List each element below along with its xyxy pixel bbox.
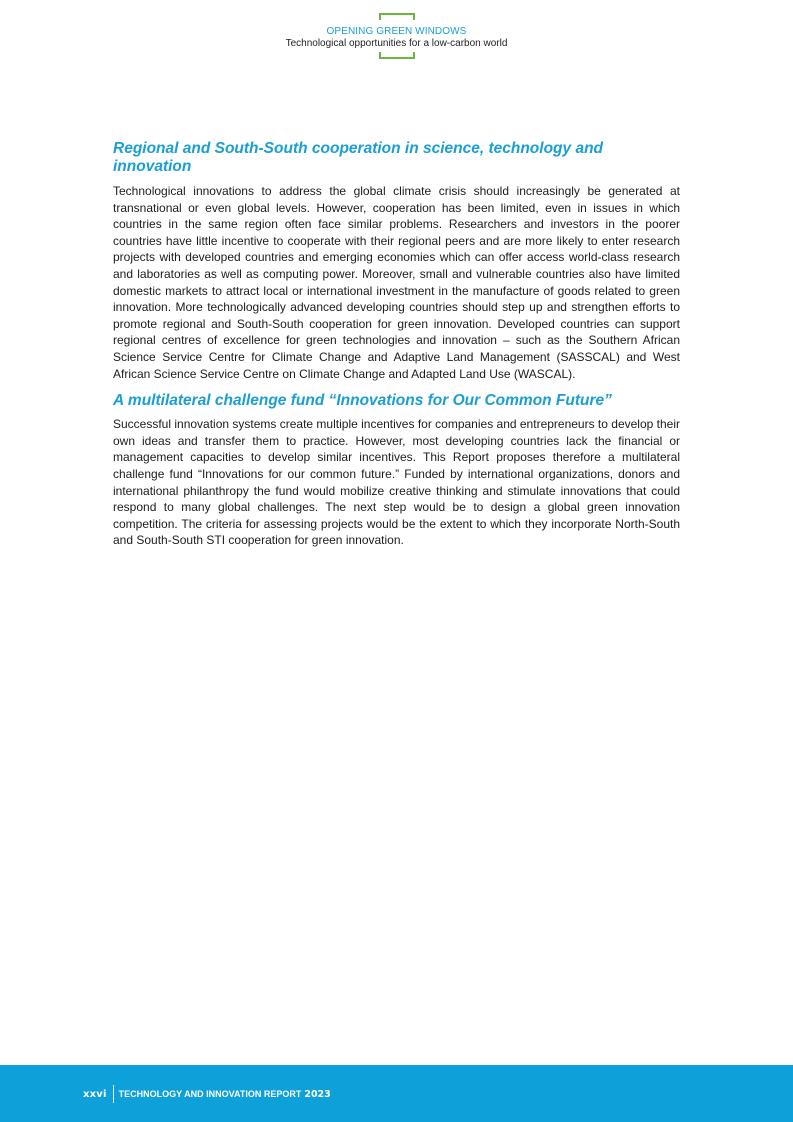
- section-paragraph: Technological innovations to address the global climate crisis should increasingly be generated at transnational or even global levels. However, cooperation has been limited, even in issues in which countries in the same region often face similar problems. Researchers and investors in the poorer countries have little incentive to cooperate with their regional peers and are more likely to enter research projects with developed countries and emerging economies which can offer access world-class research and laboratories as well as computing power. Moreover, small and vulnerable countries also have limited domestic markets to attract local or international investment in the manufacture of goods related to green innovation. More technologically advanced developing countries should step up and strengthen efforts to promote regional and South-South cooperation for green innovation. Developed countries can support regional centres of excellence for green technologies and innovation – such as the Southern African Science Service Centre for Climate Change and Adaptive Land Management (SASSCAL) and West African Science Service Centre on Climate Change and Adapted Land Use (WASCAL).: [113, 184, 680, 381]
- section-challenge-fund: [113, 392, 680, 549]
- report-year: 2023: [304, 1088, 331, 1100]
- main-content: [113, 140, 680, 549]
- footer: [83, 1085, 331, 1103]
- section-heading: Regional and South-South cooperation in science, technology and innovation: [113, 140, 604, 175]
- section-regional-cooperation: [113, 140, 680, 382]
- header-bracket-top: [379, 13, 415, 20]
- report-title: TECHNOLOGY AND INNOVATION REPORT: [118, 1089, 302, 1099]
- header-bracket-bottom: [379, 52, 415, 59]
- footer-band: [0, 1065, 793, 1122]
- section-heading: A multilateral challenge fund “Innovations for Our Common Future”: [113, 392, 612, 410]
- section-paragraph: Successful innovation systems create multiple incentives for companies and entrepreneurs to develop their own ideas and transfer them to practice. However, most developing countries lack the financial or management capacities to develop similar incentives. This Report proposes therefore a multilateral challenge fund “Innovations for our common future.” Funded by international organizations, donors and international philanthropy the fund would mobilize creative thinking and stimulate innovations that could respond to many global challenges. The next step would be to design a global green innovation competition. The criteria for assessing projects would be the extent to which they incorporate North-South and South-South STI cooperation for green innovation.: [113, 417, 680, 548]
- page-number: xxvi: [83, 1088, 107, 1100]
- footer-divider: [113, 1085, 114, 1103]
- header-subtitle: Technological opportunities for a low-carbon world: [285, 38, 508, 49]
- running-header: [0, 13, 793, 59]
- header-title: OPENING GREEN WINDOWS: [326, 26, 467, 37]
